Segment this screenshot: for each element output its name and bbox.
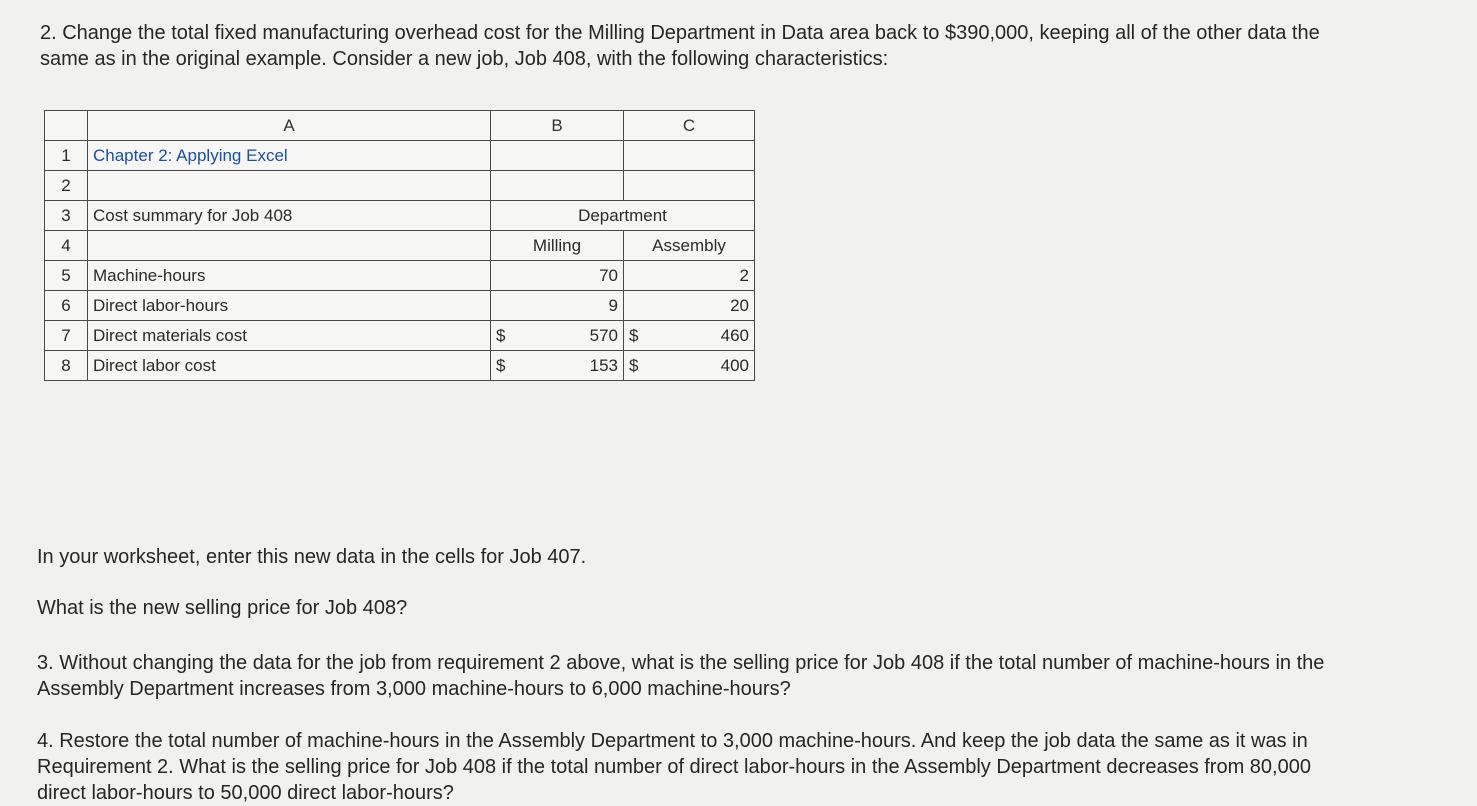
currency-symbol: $ — [491, 321, 518, 351]
row-number: 6 — [45, 291, 88, 321]
row-number: 5 — [45, 261, 88, 291]
question-4-text: 4. Restore the total number of machine-hours in the Assembly Department to 3,000 machine-hours. And keep the job data the same as it was in Requirement 2. What is the selling price for Job 408 if the total number of direct labor-hours in the Assembly Department decreases from 80,000 direct labor-hours to 50,000 direct labor-hours? — [37, 730, 1311, 804]
currency-cell — [624, 261, 649, 291]
column-header-b: B — [491, 111, 624, 141]
currency-symbol: $ — [624, 351, 649, 381]
row-label: Direct materials cost — [88, 321, 491, 351]
cell-c1 — [624, 141, 755, 171]
row-number: 2 — [45, 171, 88, 201]
currency-symbol: $ — [491, 351, 518, 381]
department-header: Department — [491, 201, 755, 231]
table-row — [45, 321, 755, 351]
assembly-value: 20 — [648, 291, 755, 321]
currency-cell — [624, 291, 649, 321]
row-number: 1 — [45, 141, 88, 171]
column-header-c: C — [624, 111, 755, 141]
table-row — [45, 201, 755, 231]
table-row — [45, 141, 755, 171]
currency-symbol: $ — [624, 321, 649, 351]
assembly-value: 400 — [648, 351, 755, 381]
assembly-value: 460 — [648, 321, 755, 351]
row-number: 7 — [45, 321, 88, 351]
cell-b2 — [491, 171, 624, 201]
corner-cell — [45, 111, 88, 141]
summary-label: Cost summary for Job 408 — [88, 201, 491, 231]
table-row — [45, 261, 755, 291]
milling-value: 153 — [517, 351, 624, 381]
table-row — [45, 171, 755, 201]
worksheet-instruction: In your worksheet, enter this new data in the cells for Job 407. — [37, 546, 587, 568]
cell-c2 — [624, 171, 755, 201]
milling-value: 70 — [517, 261, 624, 291]
row-number: 8 — [45, 351, 88, 381]
row-label: Direct labor cost — [88, 351, 491, 381]
table-row — [45, 231, 755, 261]
row-number: 4 — [45, 231, 88, 261]
question-3-text: 3. Without changing the data for the job from requirement 2 above, what is the selling price for Job 408 if the total number of machine-hours in the Assembly Department increases from 3,000 machine-hours to 6,000 machine-hours? — [37, 652, 1325, 700]
cell-b1 — [491, 141, 624, 171]
row-label: Direct labor-hours — [88, 291, 491, 321]
cell-a4 — [88, 231, 491, 261]
milling-header: Milling — [491, 231, 624, 261]
row-number: 3 — [45, 201, 88, 231]
column-header-a: A — [88, 111, 491, 141]
cell-a2 — [88, 171, 491, 201]
milling-value: 570 — [517, 321, 624, 351]
selling-price-question: What is the new selling price for Job 408? — [37, 597, 408, 619]
currency-cell — [491, 291, 518, 321]
assembly-value: 2 — [648, 261, 755, 291]
table-row — [45, 351, 755, 381]
table-row — [45, 291, 755, 321]
job-cost-spreadsheet — [44, 110, 755, 381]
assembly-header: Assembly — [624, 231, 755, 261]
milling-value: 9 — [517, 291, 624, 321]
column-header-row — [45, 111, 755, 141]
question-2-text: 2. Change the total fixed manufacturing overhead cost for the Milling Department in Data area back to $390,000, keeping all of the other data the same as in the original example. Consider a new job, Job 408, with the following characteristics: — [40, 22, 1320, 70]
row-label: Machine-hours — [88, 261, 491, 291]
currency-cell — [491, 261, 518, 291]
sheet-title: Chapter 2: Applying Excel — [88, 141, 491, 171]
